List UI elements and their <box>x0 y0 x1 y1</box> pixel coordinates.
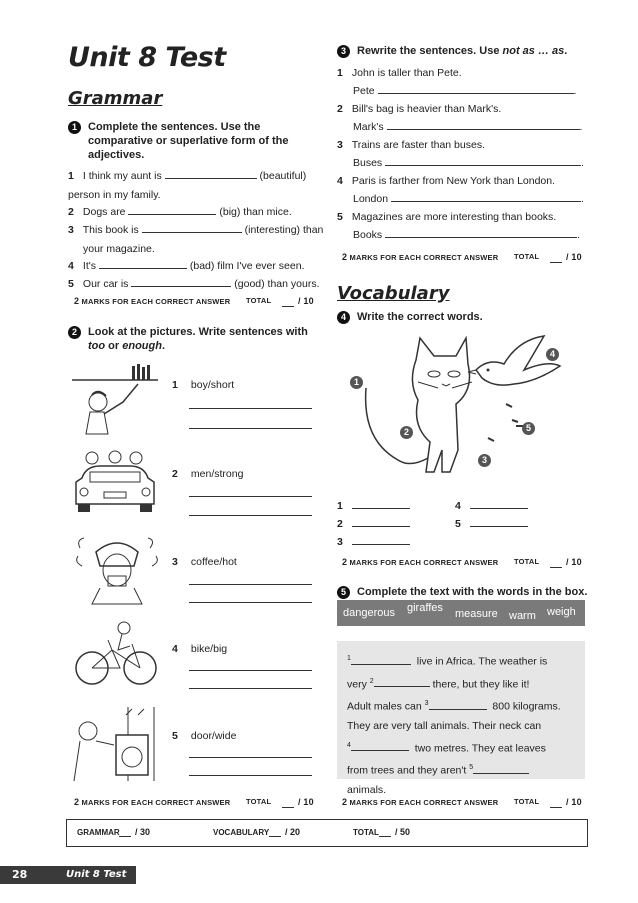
ex2-item-1 <box>172 378 234 392</box>
gap-number: 5 <box>469 764 474 771</box>
ex4-marks <box>342 557 587 567</box>
ex1-item-1 <box>68 168 318 202</box>
item-sentence: John is taller than Pete. <box>351 67 462 79</box>
item-hint: (beautiful) <box>259 170 307 182</box>
ex4-answer-5 <box>455 516 528 531</box>
marks-label: MARKS FOR EACH CORRECT ANSWER <box>81 297 231 306</box>
text-line-6 <box>347 758 575 781</box>
answer-blank[interactable] <box>385 155 581 166</box>
marks-number: 2 <box>74 797 80 807</box>
item-text: It's <box>82 260 97 272</box>
instruction-text: enough <box>122 340 162 352</box>
marks-number: 2 <box>74 296 80 306</box>
ex1-marks <box>74 296 314 306</box>
ex1-number: 1 <box>68 121 81 134</box>
item-number: 2 <box>68 206 74 218</box>
item-sentence: Bill's bag is heavier than Mark's. <box>351 103 502 115</box>
word-weigh: weigh <box>547 606 576 618</box>
item-prompt: coffee/hot <box>190 556 237 568</box>
marks-label: MARKS FOR EACH CORRECT ANSWER <box>81 798 231 807</box>
ex3-item-1 <box>337 66 592 102</box>
gap-number: 1 <box>347 655 351 662</box>
door-wide-illustration <box>68 705 163 783</box>
grand-total-label: TOTAL <box>353 828 379 837</box>
bike-big-illustration <box>72 620 162 690</box>
answer-blank[interactable] <box>378 83 574 94</box>
answer-number: 5 <box>455 518 461 530</box>
ex1-item-5 <box>68 276 320 291</box>
gap-blank-2[interactable] <box>374 676 430 687</box>
ex2-instruction <box>68 325 318 353</box>
item-number: 2 <box>337 103 343 115</box>
text-span: 800 kilograms. <box>492 700 561 713</box>
answer-number: 1 <box>337 500 343 512</box>
total-label: TOTAL <box>246 296 272 305</box>
ex1-instruction-text: Complete the sentences. Use the comparative or superlative form of the adjectives. <box>88 121 289 161</box>
cat-bird-drawing <box>338 330 568 480</box>
ex3-item-3 <box>337 138 592 174</box>
page-title: Unit 8 Test <box>68 42 226 73</box>
ex1-item-3 <box>68 222 328 256</box>
answer-blank[interactable] <box>470 498 528 509</box>
item-number: 3 <box>68 224 74 236</box>
text-span: Adult males can <box>347 700 422 713</box>
answer-blank[interactable] <box>387 119 580 130</box>
item-text: person in my family. <box>68 189 161 201</box>
ex2-item-5 <box>172 729 236 743</box>
item-start: Buses <box>353 157 383 169</box>
grand-total-value: / 50 <box>395 827 411 837</box>
ex4-answer-1 <box>337 498 410 513</box>
page-footer-bar <box>0 866 136 884</box>
ex4-number: 4 <box>337 311 350 324</box>
item-number: 2 <box>172 468 178 480</box>
item-prompt: boy/short <box>190 379 235 391</box>
answer-blank[interactable] <box>352 516 410 527</box>
answer-line[interactable] <box>189 688 312 689</box>
text-line-2 <box>347 672 575 695</box>
text-line-3 <box>347 694 575 717</box>
end-punctuation: . <box>579 121 583 133</box>
answer-line[interactable] <box>189 670 312 671</box>
answer-line[interactable] <box>189 775 312 776</box>
item-number: 4 <box>68 260 74 272</box>
gap-blank-1[interactable] <box>351 654 411 665</box>
ex5-instruction <box>337 585 597 599</box>
ex3-number: 3 <box>337 45 350 58</box>
gap-number: 3 <box>424 700 429 707</box>
text-span: very <box>347 678 367 690</box>
text-line-1 <box>347 649 575 672</box>
answer-blank[interactable] <box>385 227 577 238</box>
end-punctuation: . <box>580 193 584 205</box>
callout-5: 5 <box>522 422 535 435</box>
ex1-item-4 <box>68 258 305 273</box>
item-hint: (bad) film I've ever seen. <box>189 260 305 272</box>
item-start: Books <box>353 229 383 241</box>
item-text: Our car is <box>82 278 129 290</box>
item-number: 3 <box>172 556 178 568</box>
answer-line[interactable] <box>189 428 312 429</box>
text-span: from trees and they aren't <box>347 764 467 777</box>
answer-line[interactable] <box>189 496 312 497</box>
item-text: This book is <box>82 224 139 236</box>
item-hint: (good) than yours. <box>234 278 320 290</box>
total-value: / 10 <box>566 557 582 567</box>
item-sentence: Magazines are more interesting than books. <box>351 211 557 223</box>
text-span: two metres. They eat leaves <box>414 742 546 754</box>
item-number: 1 <box>172 379 178 391</box>
answer-blank[interactable] <box>165 168 257 179</box>
total-value: / 10 <box>566 797 582 807</box>
total-label: TOTAL <box>514 797 540 806</box>
vocabulary-total-label: VOCABULARY <box>213 828 270 837</box>
score-blank[interactable] <box>550 797 562 808</box>
item-number: 1 <box>68 170 74 182</box>
coffee-hot-illustration <box>72 536 162 606</box>
answer-line[interactable] <box>189 584 312 585</box>
score-blank[interactable] <box>550 557 562 568</box>
callout-3: 3 <box>478 454 491 467</box>
marks-number: 2 <box>342 557 348 567</box>
item-number: 4 <box>337 175 343 187</box>
instruction-text: not as … as <box>502 45 565 57</box>
vocabulary-heading: Vocabulary <box>337 283 450 304</box>
text-line-5 <box>347 736 575 759</box>
marks-label: MARKS FOR EACH CORRECT ANSWER <box>349 253 499 262</box>
ex2-item-2 <box>172 467 243 481</box>
instruction-text: . <box>564 45 568 57</box>
answer-blank[interactable] <box>352 534 410 545</box>
word-warm: warm <box>509 610 536 622</box>
answer-line[interactable] <box>189 408 312 409</box>
gap-number: 4 <box>347 741 351 749</box>
ex2-number: 2 <box>68 326 81 339</box>
end-punctuation: . <box>581 157 585 169</box>
text-line-7: animals. <box>347 783 387 796</box>
ex3-item-5 <box>337 210 592 246</box>
item-number: 3 <box>337 139 343 151</box>
ex4-answers <box>337 498 587 550</box>
end-punctuation: . <box>573 85 577 97</box>
word-giraffes: giraffes <box>407 602 443 614</box>
item-prompt: bike/big <box>190 643 228 655</box>
callout-1: 1 <box>350 376 363 389</box>
item-prompt: men/strong <box>190 468 244 480</box>
item-text: Dogs are <box>82 206 126 218</box>
item-number: 1 <box>337 67 343 79</box>
ex5-number: 5 <box>337 586 350 599</box>
item-sentence: Trains are faster than buses. <box>351 139 485 151</box>
item-prompt: door/wide <box>190 730 237 742</box>
ex1-item-2 <box>68 204 292 219</box>
item-text: your magazine. <box>83 243 155 255</box>
item-number: 4 <box>172 643 178 655</box>
answer-blank[interactable] <box>470 516 528 527</box>
answer-number: 4 <box>455 500 461 512</box>
grammar-heading: Grammar <box>68 88 163 109</box>
boy-short-illustration <box>68 362 163 437</box>
ex1-instruction <box>68 120 308 162</box>
word-box <box>337 600 585 626</box>
men-car-illustration <box>70 448 160 518</box>
callout-2: 2 <box>400 426 413 439</box>
footer-unit-label: Unit 8 Test <box>66 869 127 880</box>
answer-line[interactable] <box>189 757 312 758</box>
ex3-instruction <box>337 44 597 58</box>
answer-line[interactable] <box>189 515 312 516</box>
text-span: there, but they like it! <box>432 678 530 690</box>
grammar-total-value: / 30 <box>135 827 151 837</box>
grand-score-blank[interactable] <box>379 826 391 837</box>
answer-blank[interactable] <box>131 276 231 287</box>
total-label: TOTAL <box>514 557 540 566</box>
marks-label: MARKS FOR EACH CORRECT ANSWER <box>349 558 499 567</box>
instruction-text: Write the correct words. <box>357 311 483 323</box>
answer-blank[interactable] <box>352 498 410 509</box>
grammar-total-label: GRAMMAR <box>77 828 120 837</box>
page-number: 28 <box>12 868 28 881</box>
cat-bird-illustration <box>338 330 568 480</box>
vocabulary-score-blank[interactable] <box>269 826 281 837</box>
answer-blank[interactable] <box>142 222 242 233</box>
instruction-text: Look at the pictures. Write sentences with <box>88 326 308 338</box>
ex3-marks <box>342 252 587 262</box>
score-blank[interactable] <box>282 296 294 307</box>
gap-number: 2 <box>369 677 374 685</box>
text-line-4: They are very tall animals. Their neck can <box>347 719 542 732</box>
instruction-text: too <box>88 340 106 352</box>
ex5-marks <box>342 797 587 807</box>
ex4-answer-4 <box>455 498 528 513</box>
gap-blank-5[interactable] <box>473 763 529 774</box>
instruction-text: Rewrite the sentences. Use <box>357 45 503 57</box>
ex3-items <box>337 66 592 246</box>
marks-number: 2 <box>342 797 348 807</box>
answer-number: 3 <box>337 536 343 548</box>
grammar-score-blank[interactable] <box>119 826 131 837</box>
score-blank[interactable] <box>282 797 294 808</box>
vocabulary-total-value: / 20 <box>285 827 301 837</box>
instruction-text: . <box>161 340 166 352</box>
ex4-answer-3 <box>337 534 410 549</box>
callout-4: 4 <box>546 348 559 361</box>
gap-blank-4[interactable] <box>351 740 409 751</box>
answer-number: 2 <box>337 518 343 530</box>
total-label: TOTAL <box>514 252 540 261</box>
item-start: Mark's <box>353 121 384 133</box>
answer-blank[interactable] <box>99 258 187 269</box>
ex2-item-4 <box>172 642 227 656</box>
item-sentence: Paris is farther from New York than London. <box>351 175 556 187</box>
gap-blank-3[interactable] <box>429 699 487 710</box>
answer-blank[interactable] <box>391 191 581 202</box>
marks-number: 2 <box>342 252 348 262</box>
ex4-instruction <box>337 310 597 324</box>
total-value: / 10 <box>298 797 314 807</box>
item-start: London <box>353 193 389 205</box>
word-dangerous: dangerous <box>343 607 395 619</box>
ex2-item-3 <box>172 555 237 569</box>
item-number: 5 <box>337 211 343 223</box>
ex4-answer-2 <box>337 516 410 531</box>
answer-blank[interactable] <box>128 204 216 215</box>
gap-fill-text <box>337 641 585 796</box>
ex2-marks <box>74 797 314 807</box>
instruction-text: Complete the text with the words in the box. <box>357 586 588 598</box>
item-start: Pete <box>353 85 375 97</box>
item-text: I think my aunt is <box>82 170 162 182</box>
total-label: TOTAL <box>246 797 272 806</box>
answer-line[interactable] <box>189 602 312 603</box>
item-number: 5 <box>68 278 74 290</box>
word-measure: measure <box>455 608 498 620</box>
item-hint: (big) than mice. <box>219 206 292 218</box>
total-value: / 10 <box>566 252 582 262</box>
item-number: 5 <box>172 730 178 742</box>
total-value: / 10 <box>298 296 314 306</box>
text-span: live in Africa. The weather is <box>416 655 548 668</box>
score-summary <box>66 819 588 847</box>
instruction-text: or <box>105 340 123 352</box>
item-hint: (interesting) than <box>244 224 324 236</box>
end-punctuation: . <box>577 229 581 241</box>
ex3-item-2 <box>337 102 592 138</box>
ex3-item-4 <box>337 174 592 210</box>
marks-label: MARKS FOR EACH CORRECT ANSWER <box>349 798 499 807</box>
score-blank[interactable] <box>550 252 562 263</box>
